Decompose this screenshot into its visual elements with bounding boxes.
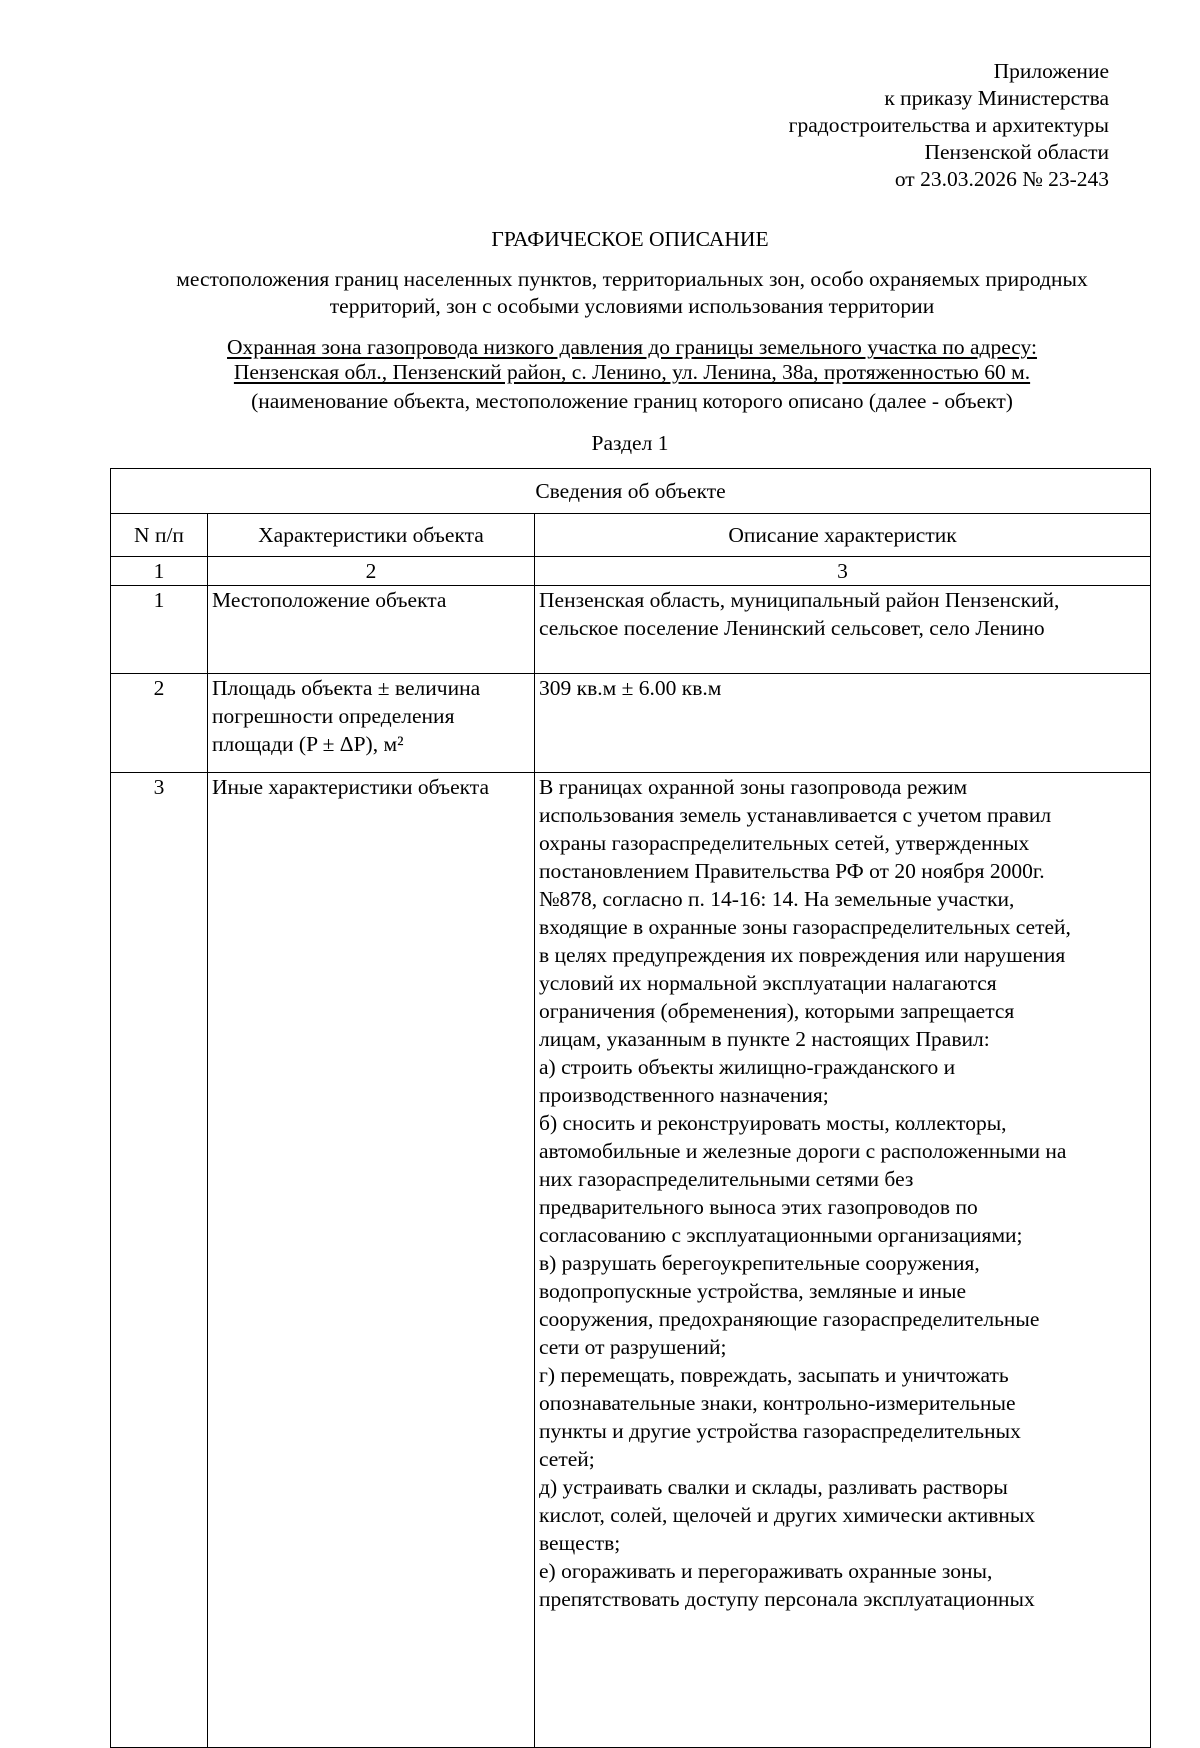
column-header: Описание характеристик	[535, 514, 1151, 557]
restriction-line: сооружения, предохраняющие газораспределительные	[539, 1307, 1040, 1331]
restriction-line: в целях предупреждения их повреждения или нарушения	[539, 943, 1066, 967]
document-title: ГРАФИЧЕСКОЕ ОПИСАНИЕ	[491, 227, 769, 251]
restriction-line: ограничения (обременения), которыми запрещается	[539, 999, 1015, 1023]
row-characteristic: Иные характеристики объекта	[208, 773, 535, 1748]
table-row	[111, 586, 1151, 674]
characteristic-line: площади (P ± ΔP), м²	[212, 732, 404, 756]
table-caption: Сведения об объекте	[111, 469, 1151, 514]
appendix-line: к приказу Министерства	[884, 86, 1109, 110]
subtitle-line: местоположения границ населенных пунктов, территориальных зон, особо охраняемых природных	[176, 267, 1088, 291]
characteristic-line: Площадь объекта ± величина	[212, 676, 481, 700]
restriction-line: согласованию с эксплуатационными организациями;	[539, 1223, 1023, 1247]
table-caption-row	[111, 469, 1151, 514]
object-name	[112, 335, 1152, 385]
row-description: 309 кв.м ± 6.00 кв.м	[535, 674, 1151, 773]
restriction-line: №878, согласно п. 14-16: 14. На земельные участки,	[539, 887, 1015, 911]
restriction-line: лицам, указанным в пункте 2 настоящих Правил:	[539, 1027, 990, 1051]
appendix-line: градостроительства и архитектуры	[788, 113, 1109, 137]
column-number-row	[111, 557, 1151, 586]
restriction-line: производственного назначения;	[539, 1083, 829, 1107]
restriction-line: б) сносить и реконструировать мосты, коллекторы,	[539, 1111, 1007, 1135]
restriction-line: охраны газораспределительных сетей, утвержденных	[539, 831, 1030, 855]
row-characteristic	[208, 674, 535, 773]
object-name-caption: (наименование объекта, местоположение границ которого описано (далее - объект)	[251, 389, 1013, 413]
restriction-line: постановлением Правительства РФ от 20 ноября 2000г.	[539, 859, 1045, 883]
row-characteristic: Местоположение объекта	[208, 586, 535, 674]
restriction-line: В границах охранной зоны газопровода режим	[539, 775, 968, 799]
object-info-table	[110, 468, 1151, 1748]
restriction-line: сети от разрушений;	[539, 1335, 727, 1359]
restriction-line: кислот, солей, щелочей и других химически активных	[539, 1503, 1036, 1527]
restriction-line: пункты и другие устройства газораспределительных	[539, 1419, 1021, 1443]
object-name-line: Пензенская обл., Пензенский район, с. Ленино, ул. Ленина, 38а, протяженностью 60 м.	[233, 360, 1031, 384]
column-header: Характеристики объекта	[208, 514, 535, 557]
characteristic-line: погрешности определения	[212, 704, 455, 728]
restriction-line: препятствовать доступу персонала эксплуатационных	[539, 1587, 1035, 1611]
subtitle-line: территорий, зон с особыми условиями использования территории	[329, 294, 935, 318]
description-line: Пензенская область, муниципальный район Пензенский,	[539, 588, 1060, 612]
column-number: 1	[111, 557, 208, 586]
column-number: 2	[208, 557, 535, 586]
restriction-line: условий их нормальной эксплуатации налагаются	[539, 971, 997, 995]
row-number: 3	[111, 773, 208, 1748]
row-description	[535, 586, 1151, 674]
row-number: 1	[111, 586, 208, 674]
column-number: 3	[535, 557, 1151, 586]
restriction-line: автомобильные и железные дороги с расположенными на	[539, 1139, 1067, 1163]
restriction-line: а) строить объекты жилищно-гражданского и	[539, 1055, 956, 1079]
appendix-header	[549, 58, 1109, 193]
restriction-line: веществ;	[539, 1531, 621, 1555]
description-line: сельское поселение Ленинский сельсовет, село Ленино	[539, 616, 1045, 640]
object-name-line: Охранная зона газопровода низкого давления до границы земельного участка по адресу:	[227, 335, 1037, 359]
restriction-line: д) устраивать свалки и склады, разливать растворы	[539, 1475, 1008, 1499]
restriction-line: е) огораживать и перегораживать охранные зоны,	[539, 1559, 993, 1583]
section-label: Раздел 1	[591, 431, 669, 455]
restriction-line: водопропускные устройства, земляные и иные	[539, 1279, 967, 1303]
column-header: N п/п	[111, 514, 208, 557]
restriction-line: них газораспределительными сетями без	[539, 1167, 914, 1191]
table-row	[111, 674, 1151, 773]
restriction-line: сетей;	[539, 1447, 595, 1471]
restriction-line: входящие в охранные зоны газораспределительных сетей,	[539, 915, 1071, 939]
restriction-line: опознавательные знаки, контрольно-измерительные	[539, 1391, 1016, 1415]
row-description	[535, 773, 1151, 1748]
restriction-line: предварительного выноса этих газопроводов по	[539, 1195, 978, 1219]
appendix-line: Приложение	[993, 59, 1109, 83]
appendix-order-date-number: от 23.03.2026 № 23-243	[894, 167, 1109, 191]
table-header-row	[111, 514, 1151, 557]
restriction-line: в) разрушать берегоукрепительные сооружения,	[539, 1251, 980, 1275]
document-subtitle	[112, 266, 1152, 320]
restriction-line: г) перемещать, повреждать, засыпать и уничтожать	[539, 1363, 1009, 1387]
row-number: 2	[111, 674, 208, 773]
appendix-line: Пензенской области	[924, 140, 1109, 164]
table-row	[111, 773, 1151, 1748]
restriction-line: использования земель устанавливается с учетом правил	[539, 803, 1052, 827]
